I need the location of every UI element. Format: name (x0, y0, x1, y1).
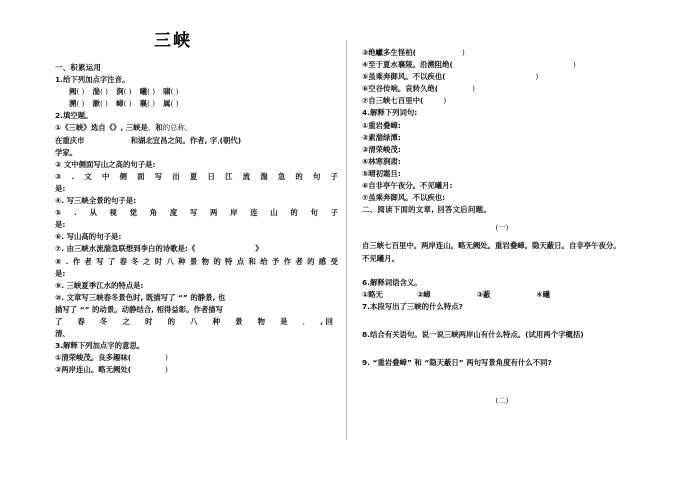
q2-8-char: 感 (318, 256, 327, 266)
q2-1-text-a: ①《三峡》选自《 (55, 123, 113, 133)
q2-5-char: 度 (169, 208, 178, 218)
q3-1-close[interactable]: ) (165, 353, 169, 363)
q2-3-char: 急 (277, 171, 286, 181)
q4-item-label: ⑤晴初霜旦: (362, 168, 401, 178)
q2-5-char: 视 (109, 208, 117, 218)
q2-8-char: 和 (248, 256, 256, 266)
pinyin-char: 阙 (69, 87, 77, 97)
q3-6-text: ⑥空谷传响。哀转久绝( (362, 84, 439, 94)
q2-10-char: 冬 (100, 316, 108, 326)
question-3-item-4 (362, 59, 652, 71)
q3-6-close[interactable]: ) (472, 84, 476, 94)
q2-1-text-f: 在重庆市 (55, 135, 85, 145)
q2-8-char: 冬 (131, 256, 139, 266)
q2-7-close: 》 (255, 244, 263, 254)
q2-3-char: 写 (154, 171, 163, 181)
q2-10-text-f: , 回 (320, 316, 333, 326)
q2-10-char: 八 (190, 316, 198, 326)
question-4-item-5 (362, 168, 652, 180)
question-2-2: ② 文中侧面写山之高的句子是: (55, 159, 156, 169)
question-2-3-spread (55, 171, 340, 183)
question-2-5-spread (55, 207, 340, 219)
q2-8-char: 的 (307, 256, 315, 266)
pinyin-blank[interactable]: ( ) (147, 99, 156, 109)
q2-8-char: 给 (260, 256, 268, 266)
right-column (362, 0, 652, 407)
q2-5-char: 的 (290, 208, 298, 218)
q2-8-char: 点 (236, 256, 245, 266)
pinyin-blank[interactable]: ( ) (99, 87, 109, 97)
q2-3-char: 侧 (119, 171, 127, 181)
q2-10-text-a: ⑩. 文章写三峡春冬景色时, 既描写了 “ (55, 292, 183, 302)
q3-7-close[interactable]: ) (443, 96, 447, 106)
q4-item-label: ⑦虽乘奔御风。不以疾也: (362, 193, 446, 203)
question-2-10-line-1 (55, 292, 340, 304)
q6-item: ①略无 (362, 289, 384, 299)
question-4-item-1 (362, 120, 652, 132)
question-1-prompt: 1.给下列加点字注音。 (55, 75, 130, 85)
left-column (55, 0, 340, 376)
q2-8-char: 时 (154, 256, 163, 266)
question-4-item-3 (362, 144, 652, 156)
q2-8-char: 了 (107, 256, 116, 266)
q6-item: ②嶂 (417, 289, 431, 299)
pinyin-char: 曦 (139, 87, 147, 97)
q2-3-char: . (71, 171, 75, 181)
question-4-item-6 (362, 180, 652, 192)
q2-5-char: 写 (189, 208, 198, 218)
q2-10-text-d: ” 的动景。动静结合, 相得益彰。作者描写 (84, 304, 224, 314)
q2-10-char: 是 (280, 316, 288, 326)
q6-item: ④曦 (536, 289, 551, 299)
q2-8-char: 八 (166, 256, 174, 266)
q2-8-char: 景 (189, 256, 198, 266)
passage-2-label: (二) (495, 396, 509, 406)
q2-10-char: 时 (145, 316, 153, 326)
q2-10-text-c: 描写了 “ (55, 304, 85, 314)
q3-4-text: ④至于夏水襄陵。沿溯阻绝( (362, 60, 453, 70)
q2-10-char: 物 (257, 316, 266, 326)
q2-3-char: 面 (137, 171, 145, 181)
q3-2-text: ②两岸连山。略无阙处( (55, 365, 132, 375)
pinyin-blank[interactable]: ( ) (99, 99, 109, 109)
pinyin-blank[interactable]: ( ) (123, 99, 132, 109)
pinyin-char: 涧 (116, 87, 124, 97)
q2-8-char: 予 (271, 256, 280, 266)
question-6-prompt: 6.解释词语含义。 (362, 277, 422, 287)
q2-8-char: ⑧ (55, 256, 62, 266)
q2-3-char: ③ (55, 171, 62, 181)
question-2-10-line-2 (55, 304, 340, 316)
question-3-item-2 (55, 364, 340, 376)
q4-item-label: ⑥自非亭午夜分。不见曦月: (362, 181, 453, 191)
q2-8-char: 之 (143, 256, 151, 266)
pinyin-blank[interactable]: ( ) (76, 87, 85, 97)
q3-4-close[interactable]: ) (572, 60, 576, 70)
page-title: 三峡 (154, 31, 192, 51)
q2-3-char: 出 (172, 171, 180, 181)
q2-5-char: 句 (310, 208, 318, 218)
q2-3-char: 的 (295, 171, 303, 181)
q2-8-char: 作 (283, 256, 292, 266)
q2-5-char: 觉 (129, 208, 138, 218)
q2-8-char: 特 (225, 256, 233, 266)
q2-5-char: . (73, 208, 77, 218)
passage-1-line-2: 不见曦月。 (362, 253, 399, 263)
question-2-1-line-1 (55, 122, 340, 134)
q2-10-char: 春 (77, 316, 85, 326)
question-7-prompt: 7.本段写出了三峡的什么特点? (362, 301, 463, 311)
q2-8-char: 物 (201, 256, 210, 266)
question-4-prompt: 4.解释下列词句: (362, 108, 418, 118)
pinyin-blank[interactable]: ( ) (147, 87, 156, 97)
question-2-10-line-3 (55, 316, 340, 328)
pinyin-row-2 (55, 98, 340, 110)
pinyin-char: 湍 (92, 87, 100, 97)
question-3-item-3 (362, 47, 652, 59)
q2-8-char: 受 (330, 256, 338, 266)
q2-8-char: 者 (295, 256, 303, 266)
q2-5-char: 岸 (230, 208, 238, 218)
question-6-items (362, 289, 652, 301)
q2-1-text-i: , (217, 135, 220, 145)
q2-10-char: 的 (167, 316, 175, 326)
q3-2-close[interactable]: ) (165, 365, 169, 375)
question-3-item-6 (362, 83, 652, 95)
pinyin-char: 溯 (69, 99, 77, 109)
pinyin-blank[interactable]: ( ) (123, 87, 132, 97)
q2-5-char: 从 (89, 208, 97, 218)
q3-5-text: ⑤虽乘奔御风。不以疾也( (362, 72, 446, 82)
pinyin-char: 襄 (139, 99, 147, 109)
section-2-header: 二、阅读下面的文章, 回答文后问题。 (362, 205, 492, 215)
pinyin-char: 嶂 (116, 99, 124, 109)
q2-8-char: 写 (96, 256, 104, 266)
q4-item-label: ②素湍绿潭: (362, 132, 401, 142)
question-2-5-tail: 是: (55, 220, 66, 230)
pinyin-row-1 (55, 86, 340, 98)
passage-1-label: (一) (495, 223, 509, 233)
question-4-item-4 (362, 156, 652, 168)
pinyin-char: 属 (163, 99, 171, 109)
question-2-10-line-4: 清、 (55, 329, 70, 339)
q2-5-char: ⑤ (55, 208, 62, 218)
question-2-8-tail: 是: (55, 268, 66, 278)
q4-item-label: ③清荣峻茂: (362, 144, 401, 154)
question-8-prompt: 8.结合有关语句。说一说三峡两岸山有什么特点。(试用两个字概括) (362, 329, 584, 339)
q2-7-text: ⑦. 由三峡水流湍急联想到李白的诗歌是:《 (55, 244, 196, 254)
q2-5-char: 连 (250, 208, 258, 218)
q2-8-char: 春 (119, 256, 127, 266)
question-9-prompt: 9. “重岩叠嶂” 和 “隐天蔽日” 两句写景角度有什么不同? (362, 357, 552, 367)
q2-10-char: 了 (55, 316, 63, 326)
q2-1-text-g: 和湖北宜昌之间。作者 (130, 135, 205, 145)
question-3-item-5 (362, 71, 652, 83)
q2-3-char: 夏 (189, 171, 198, 181)
q2-8-char: 种 (178, 256, 186, 266)
question-2-3-tail: 是: (55, 183, 66, 193)
question-2-6: ⑥. 写山高的句子是: (55, 232, 122, 242)
q2-3-char: 文 (84, 171, 92, 181)
q2-1-text-d: 和 (155, 123, 163, 133)
q6-item: ③蔽 (476, 289, 491, 299)
q2-3-char: 句 (312, 171, 321, 181)
q3-5-close[interactable]: ) (535, 72, 539, 82)
q2-8-char: 的 (213, 256, 221, 266)
question-2-4: ④. 写三峡全景的句子是: (55, 196, 137, 206)
pinyin-char: 漱 (92, 99, 100, 109)
question-2-1-line-3: 学家。 (55, 147, 78, 157)
q2-1-text-j: (朝代) (219, 135, 242, 145)
pinyin-blank[interactable]: ( ) (170, 99, 179, 109)
q2-5-char: 子 (330, 208, 338, 218)
q2-3-char: 子 (330, 171, 338, 181)
q2-1-text-e: 的总称, (162, 123, 188, 133)
q2-10-text-e: , (302, 316, 306, 326)
q2-5-char: 角 (149, 208, 158, 218)
column-divider (346, 40, 347, 440)
pinyin-blank[interactable]: ( ) (76, 99, 85, 109)
q3-7-text: ⑦自三峡七百里中( (362, 96, 424, 106)
question-2-7 (55, 243, 340, 255)
question-3-item-7 (362, 95, 652, 107)
q2-3-char: 江 (225, 171, 233, 181)
q2-10-char: 种 (212, 316, 221, 326)
q2-10-char: 之 (122, 316, 130, 326)
q2-1-text-c: 、 (147, 123, 156, 133)
passage-1-line-1: 自三峡七百里中。两岸连山。略无阙处。重岩叠嶂。隐天蔽日。自非亭午夜分。 (362, 241, 621, 251)
q2-10-text-b: ” 的静景, 也 (182, 292, 226, 302)
q2-8-char: 作 (72, 256, 81, 266)
q3-3-text: ③绝巘多生怪柏( (362, 48, 416, 57)
q2-5-char: 山 (270, 208, 278, 218)
pinyin-char: 啸 (163, 87, 171, 97)
q2-3-char: 流 (242, 171, 251, 181)
section-1-header: 一、积累运用 (55, 63, 102, 72)
question-3-prompt: 3.解释下列加点字的意思。 (55, 341, 145, 351)
question-3-item-1 (55, 352, 340, 364)
q4-item-label: ①重岩叠嶂: (362, 120, 401, 130)
q2-1-text-b: 》, 三峡是 (113, 123, 148, 133)
q2-3-char: 日 (207, 171, 215, 181)
question-4-item-7 (362, 192, 652, 204)
q2-8-char: . (65, 256, 69, 266)
q2-3-char: 湍 (260, 171, 268, 181)
q2-3-char: 中 (102, 171, 110, 181)
q2-8-char: 者 (84, 256, 92, 266)
question-2-9: ⑨. 三峡夏季江水的特点是: (55, 280, 144, 290)
question-2-prompt: 2.填空题。 (55, 111, 93, 121)
q2-10-char: 景 (235, 316, 243, 326)
q3-1-text: ①清荣峻茂。良多趣味( (55, 353, 132, 363)
q2-5-char: 两 (210, 208, 218, 218)
pinyin-blank[interactable]: ( ) (170, 87, 179, 97)
question-2-1-line-2 (55, 135, 340, 147)
q2-1-text-h: , 字 (204, 135, 218, 145)
q4-item-label: ④林寒涧肃: (362, 156, 401, 166)
question-4-item-2 (362, 132, 652, 144)
question-2-8-spread (55, 256, 340, 268)
q3-3-close[interactable]: ) (461, 48, 465, 57)
